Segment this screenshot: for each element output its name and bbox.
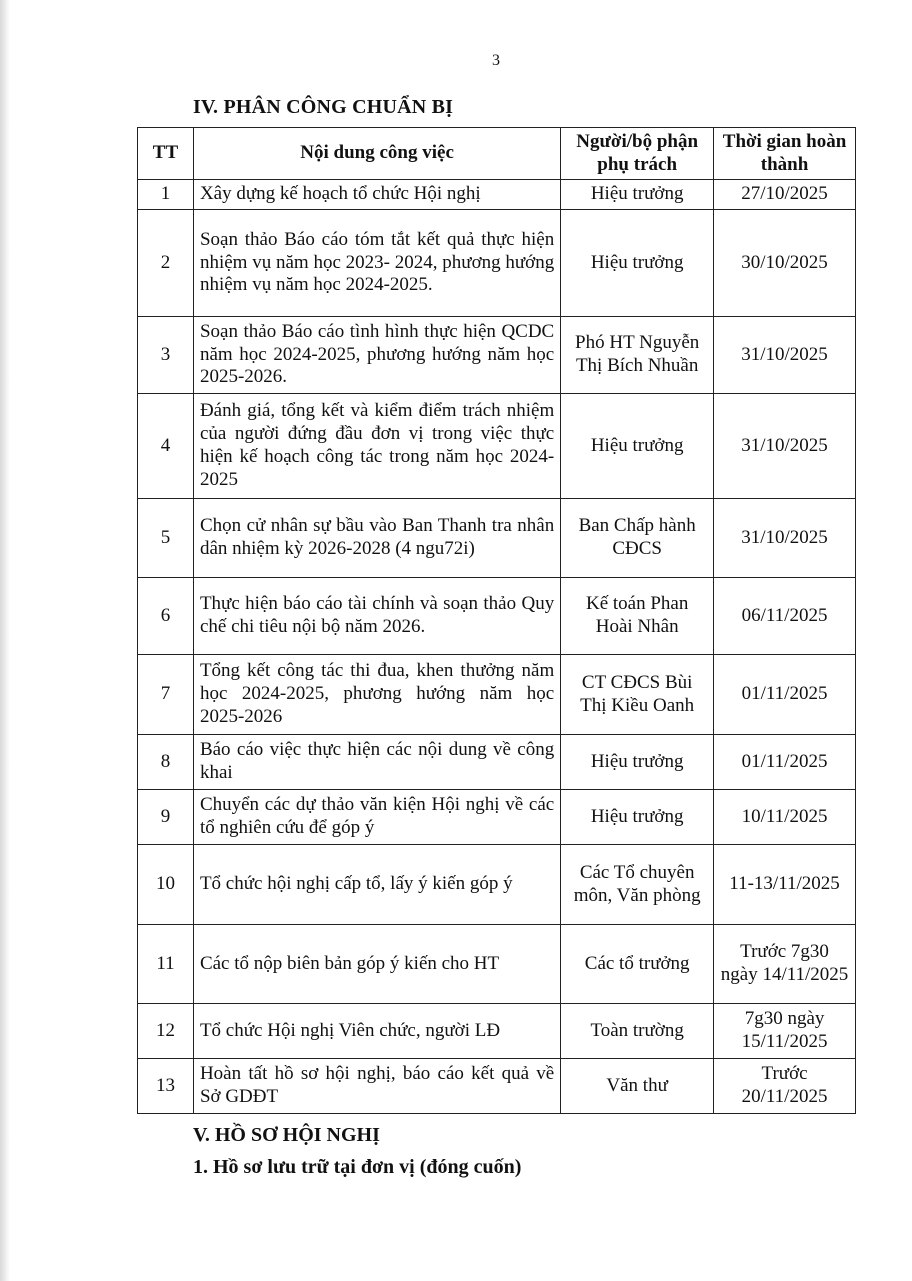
row-person: Phó HT Nguyễn Thị Bích Nhuần bbox=[561, 317, 714, 394]
row-person: Hiệu trưởng bbox=[561, 394, 714, 499]
row-content: Tổng kết công tác thi đua, khen thưởng năm học 2024-2025, phương hướng năm học 2025-2026 bbox=[193, 655, 560, 735]
table-row bbox=[138, 735, 856, 790]
row-content: Hoàn tất hồ sơ hội nghị, báo cáo kết quả về Sở GDĐT bbox=[193, 1059, 560, 1114]
row-content: Chọn cử nhân sự bầu vào Ban Thanh tra nhân dân nhiệm kỳ 2026-2028 (4 ngu72i) bbox=[193, 499, 560, 578]
row-number: 9 bbox=[138, 790, 194, 845]
row-time: 01/11/2025 bbox=[714, 735, 856, 790]
row-time: Trước 20/11/2025 bbox=[714, 1059, 856, 1114]
section-iv-title: IV. PHÂN CÔNG CHUẨN BỊ bbox=[193, 96, 454, 118]
page-number: 3 bbox=[492, 52, 500, 69]
assignment-table bbox=[137, 127, 856, 1114]
row-number: 11 bbox=[138, 925, 194, 1004]
table-row bbox=[138, 1059, 856, 1114]
row-time: 31/10/2025 bbox=[714, 317, 856, 394]
row-time: 11-13/11/2025 bbox=[714, 845, 856, 925]
row-content: Tổ chức hội nghị cấp tổ, lấy ý kiến góp ý bbox=[193, 845, 560, 925]
row-time: 01/11/2025 bbox=[714, 655, 856, 735]
row-person: CT CĐCS Bùi Thị Kiều Oanh bbox=[561, 655, 714, 735]
table-row bbox=[138, 210, 856, 317]
row-number: 12 bbox=[138, 1004, 194, 1059]
table-row bbox=[138, 394, 856, 499]
row-person: Hiệu trưởng bbox=[561, 790, 714, 845]
row-number: 13 bbox=[138, 1059, 194, 1114]
row-person: Ban Chấp hành CĐCS bbox=[561, 499, 714, 578]
page-edge-shadow bbox=[0, 0, 10, 1281]
subsection-1-title: 1. Hồ sơ lưu trữ tại đơn vị (đóng cuốn) bbox=[193, 1156, 522, 1178]
row-content: Báo cáo việc thực hiện các nội dung về công khai bbox=[193, 735, 560, 790]
table-row bbox=[138, 655, 856, 735]
row-number: 6 bbox=[138, 578, 194, 655]
row-number: 5 bbox=[138, 499, 194, 578]
row-time: 30/10/2025 bbox=[714, 210, 856, 317]
row-content: Soạn thảo Báo cáo tình hình thực hiện QCDC năm học 2024-2025, phương hướng năm học 2025-2026. bbox=[193, 317, 560, 394]
header-person: Người/bộ phận phụ trách bbox=[561, 128, 714, 180]
row-content: Thực hiện báo cáo tài chính và soạn thảo Quy chế chi tiêu nội bộ năm 2026. bbox=[193, 578, 560, 655]
row-number: 1 bbox=[138, 180, 194, 210]
header-time: Thời gian hoàn thành bbox=[714, 128, 856, 180]
row-person: Hiệu trưởng bbox=[561, 180, 714, 210]
row-number: 3 bbox=[138, 317, 194, 394]
row-person: Kế toán Phan Hoài Nhân bbox=[561, 578, 714, 655]
row-time: 7g30 ngày 15/11/2025 bbox=[714, 1004, 856, 1059]
row-number: 2 bbox=[138, 210, 194, 317]
table-row bbox=[138, 180, 856, 210]
table-row bbox=[138, 1004, 856, 1059]
row-number: 4 bbox=[138, 394, 194, 499]
header-content: Nội dung công việc bbox=[193, 128, 560, 180]
row-time: 27/10/2025 bbox=[714, 180, 856, 210]
row-time: Trước 7g30 ngày 14/11/2025 bbox=[714, 925, 856, 1004]
row-number: 7 bbox=[138, 655, 194, 735]
section-v-title: V. HỒ SƠ HỘI NGHỊ bbox=[193, 1124, 380, 1146]
row-person: Các Tổ chuyên môn, Văn phòng bbox=[561, 845, 714, 925]
table-row bbox=[138, 845, 856, 925]
row-number: 8 bbox=[138, 735, 194, 790]
row-person: Hiệu trưởng bbox=[561, 210, 714, 317]
row-time: 31/10/2025 bbox=[714, 394, 856, 499]
row-content: Đánh giá, tổng kết và kiểm điểm trách nhiệm của người đứng đầu đơn vị trong việc thực hiện kế hoạch công tác trong năm học 2024-2025 bbox=[193, 394, 560, 499]
row-person: Hiệu trưởng bbox=[561, 735, 714, 790]
row-person: Văn thư bbox=[561, 1059, 714, 1114]
table-row bbox=[138, 578, 856, 655]
table-row bbox=[138, 790, 856, 845]
row-content: Tổ chức Hội nghị Viên chức, người LĐ bbox=[193, 1004, 560, 1059]
row-number: 10 bbox=[138, 845, 194, 925]
table-header-row bbox=[138, 128, 856, 180]
row-content: Soạn thảo Báo cáo tóm tắt kết quả thực hiện nhiệm vụ năm học 2023- 2024, phương hướng nhiệm vụ năm học 2024-2025. bbox=[193, 210, 560, 317]
table-row bbox=[138, 499, 856, 578]
row-person: Toàn trường bbox=[561, 1004, 714, 1059]
row-time: 10/11/2025 bbox=[714, 790, 856, 845]
row-content: Chuyển các dự thảo văn kiện Hội nghị về các tổ nghiên cứu để góp ý bbox=[193, 790, 560, 845]
table-row bbox=[138, 317, 856, 394]
row-time: 31/10/2025 bbox=[714, 499, 856, 578]
table-row bbox=[138, 925, 856, 1004]
row-content: Các tổ nộp biên bản góp ý kiến cho HT bbox=[193, 925, 560, 1004]
row-person: Các tổ trưởng bbox=[561, 925, 714, 1004]
row-time: 06/11/2025 bbox=[714, 578, 856, 655]
header-tt: TT bbox=[138, 128, 194, 180]
row-content: Xây dựng kế hoạch tổ chức Hội nghị bbox=[193, 180, 560, 210]
